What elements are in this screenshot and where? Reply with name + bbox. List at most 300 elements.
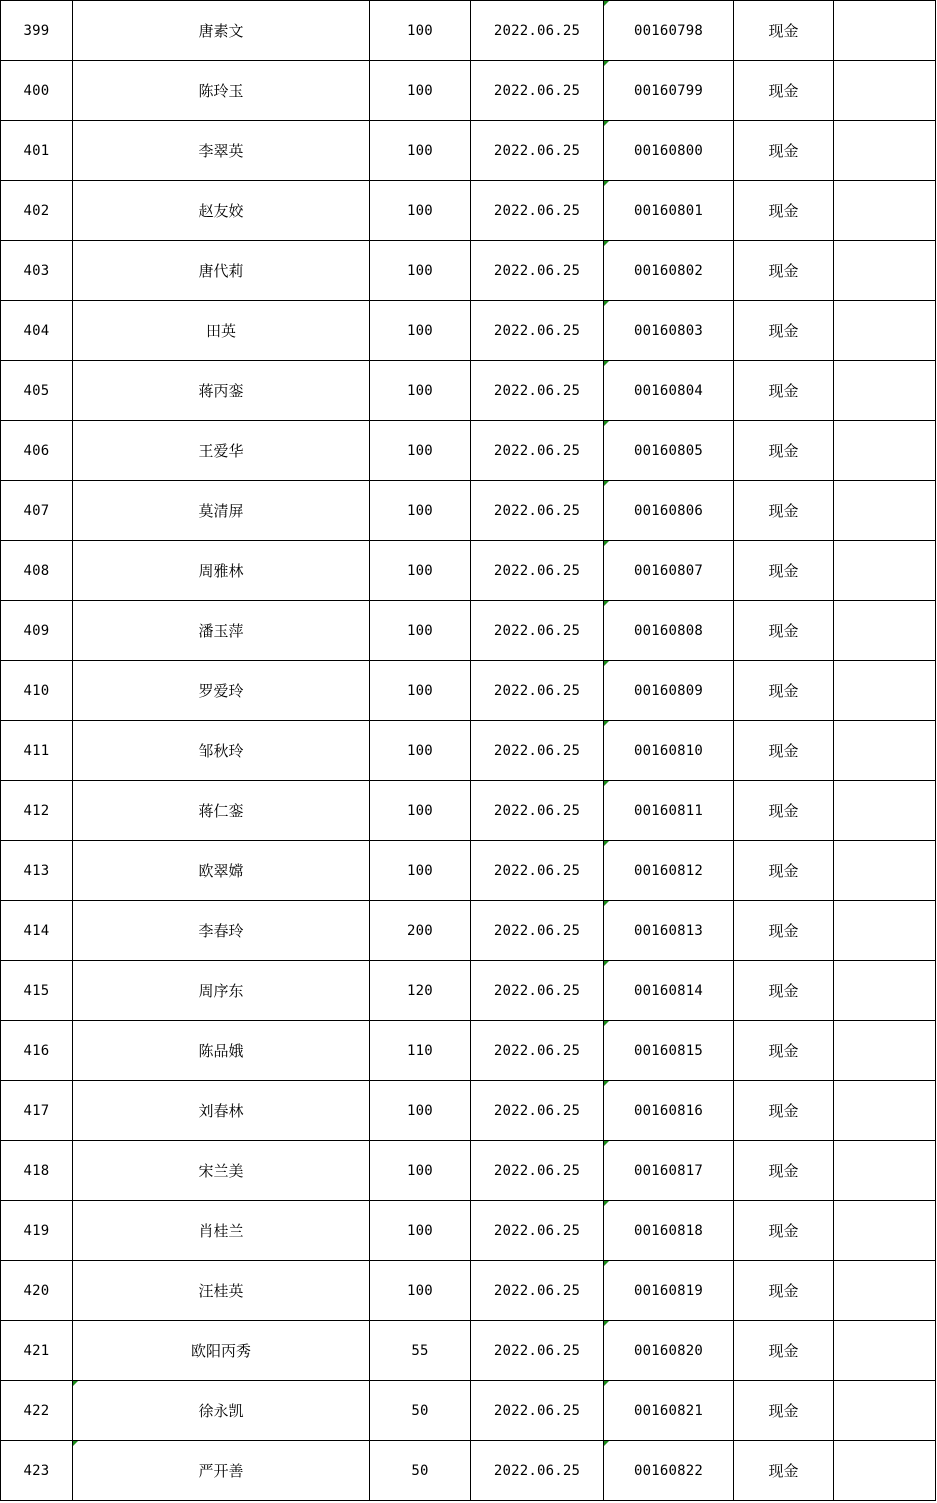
payment-method-cell: [734, 781, 834, 841]
number-as-text-marker-icon: [604, 121, 609, 126]
date-cell-text: 2022.06.25: [493, 982, 581, 999]
receipt-number-cell: [604, 721, 734, 781]
date-cell-text: 2022.06.25: [493, 322, 581, 339]
amount-cell: [370, 1021, 471, 1081]
amount-cell-text: 100: [407, 742, 433, 759]
receipt-number-cell: [604, 1, 734, 61]
receipt-number-cell-text: 00160811: [633, 802, 704, 819]
date-cell: [471, 721, 604, 781]
date-cell: [471, 601, 604, 661]
number-as-text-marker-icon: [604, 481, 609, 486]
name-cell-text: 刘春林: [198, 1102, 244, 1120]
amount-cell-text: 100: [407, 502, 433, 519]
receipt-number-cell-text: 00160804: [633, 382, 704, 399]
row-number-cell-text: 400: [23, 82, 50, 99]
row-number-cell-text: 415: [23, 982, 50, 999]
table-row: [1, 841, 936, 901]
note-cell: [834, 961, 936, 1021]
name-cell: [73, 1081, 370, 1141]
receipt-number-cell: [604, 421, 734, 481]
table-row: [1, 241, 936, 301]
number-as-text-marker-icon: [604, 961, 609, 966]
amount-cell-text: 200: [407, 922, 433, 939]
receipt-number-cell: [604, 121, 734, 181]
name-cell: [73, 1, 370, 61]
date-cell-text: 2022.06.25: [493, 442, 581, 459]
note-cell: [834, 1261, 936, 1321]
amount-cell-text: 100: [407, 622, 433, 639]
note-cell: [834, 1321, 936, 1381]
amount-cell-text: 100: [407, 1162, 433, 1179]
date-cell: [471, 301, 604, 361]
amount-cell-text: 100: [407, 322, 433, 339]
receipt-number-cell-text: 00160803: [633, 322, 704, 339]
amount-cell: [370, 1, 471, 61]
row-number-cell: [1, 961, 73, 1021]
row-number-cell: [1, 721, 73, 781]
name-cell-text: 欧阳丙秀: [190, 1342, 251, 1360]
date-cell: [471, 1, 604, 61]
date-cell: [471, 901, 604, 961]
amount-cell-text: 100: [407, 382, 433, 399]
receipt-number-cell-text: 00160822: [633, 1462, 704, 1479]
name-cell: [73, 1261, 370, 1321]
date-cell: [471, 61, 604, 121]
name-cell: [73, 301, 370, 361]
row-number-cell: [1, 1321, 73, 1381]
payment-method-cell: [734, 961, 834, 1021]
note-cell: [834, 1021, 936, 1081]
receipt-number-cell-text: 00160800: [633, 142, 704, 159]
payment-method-cell: [734, 661, 834, 721]
date-cell-text: 2022.06.25: [493, 1222, 581, 1239]
name-cell-text: 赵友姣: [198, 202, 244, 220]
amount-cell: [370, 361, 471, 421]
number-as-text-marker-icon: [604, 901, 609, 906]
payment-method-cell: [734, 301, 834, 361]
payment-method-cell-text: 现金: [768, 1402, 799, 1420]
name-cell-text: 严开善: [198, 1462, 244, 1480]
amount-cell: [370, 781, 471, 841]
number-as-text-marker-icon: [604, 841, 609, 846]
row-number-cell-text: 407: [23, 502, 50, 519]
date-cell: [471, 481, 604, 541]
table-row: [1, 421, 936, 481]
amount-cell: [370, 1381, 471, 1441]
amount-cell: [370, 961, 471, 1021]
receipt-number-cell-text: 00160808: [633, 622, 704, 639]
table-row: [1, 181, 936, 241]
note-cell: [834, 301, 936, 361]
payment-method-cell-text: 现金: [768, 1462, 799, 1480]
payment-method-cell-text: 现金: [768, 202, 799, 220]
date-cell-text: 2022.06.25: [493, 622, 581, 639]
name-cell: [73, 61, 370, 121]
note-cell: [834, 61, 936, 121]
name-cell-text: 邹秋玲: [198, 742, 244, 760]
number-as-text-marker-icon: [604, 1141, 609, 1146]
receipt-number-cell: [604, 781, 734, 841]
receipt-number-cell: [604, 1081, 734, 1141]
receipt-number-cell: [604, 901, 734, 961]
amount-cell: [370, 421, 471, 481]
date-cell-text: 2022.06.25: [493, 382, 581, 399]
row-number-cell-text: 423: [23, 1462, 50, 1479]
receipt-number-cell: [604, 541, 734, 601]
note-cell: [834, 121, 936, 181]
date-cell: [471, 1141, 604, 1201]
table-row: [1, 1, 936, 61]
name-cell-text: 周雅林: [198, 562, 244, 580]
date-cell-text: 2022.06.25: [493, 1282, 581, 1299]
receipt-number-cell: [604, 1321, 734, 1381]
payment-method-cell-text: 现金: [768, 1162, 799, 1180]
payment-method-cell: [734, 181, 834, 241]
number-as-text-marker-icon: [604, 781, 609, 786]
number-as-text-marker-icon: [604, 181, 609, 186]
receipt-number-cell-text: 00160816: [633, 1102, 704, 1119]
payment-method-cell: [734, 1381, 834, 1441]
name-cell: [73, 421, 370, 481]
number-as-text-marker-icon: [604, 1261, 609, 1266]
receipt-number-cell-text: 00160805: [633, 442, 704, 459]
receipt-number-cell: [604, 481, 734, 541]
payment-method-cell-text: 现金: [768, 1342, 799, 1360]
number-as-text-marker-icon: [604, 1321, 609, 1326]
note-cell: [834, 1081, 936, 1141]
receipt-number-cell: [604, 841, 734, 901]
payment-method-cell-text: 现金: [768, 502, 799, 520]
row-number-cell: [1, 1081, 73, 1141]
amount-cell: [370, 241, 471, 301]
table-row: [1, 541, 936, 601]
row-number-cell: [1, 241, 73, 301]
row-number-cell-text: 404: [23, 322, 50, 339]
name-cell: [73, 181, 370, 241]
number-as-text-marker-icon: [604, 661, 609, 666]
table-row: [1, 661, 936, 721]
table-row: [1, 61, 936, 121]
row-number-cell: [1, 1201, 73, 1261]
date-cell-text: 2022.06.25: [493, 1462, 581, 1479]
receipt-number-cell: [604, 361, 734, 421]
payment-method-cell: [734, 481, 834, 541]
number-as-text-marker-icon: [604, 1201, 609, 1206]
amount-cell-text: 100: [407, 442, 433, 459]
row-number-cell-text: 401: [23, 142, 50, 159]
name-cell: [73, 1321, 370, 1381]
date-cell: [471, 361, 604, 421]
number-as-text-marker-icon: [604, 361, 609, 366]
amount-cell-text: 100: [407, 82, 433, 99]
receipt-number-cell-text: 00160802: [633, 262, 704, 279]
date-cell-text: 2022.06.25: [493, 862, 581, 879]
name-cell: [73, 1381, 370, 1441]
payment-method-cell-text: 现金: [768, 1042, 799, 1060]
date-cell-text: 2022.06.25: [493, 22, 581, 39]
row-number-cell-text: 417: [23, 1102, 50, 1119]
date-cell-text: 2022.06.25: [493, 262, 581, 279]
receipt-number-cell-text: 00160801: [633, 202, 704, 219]
table-row: [1, 301, 936, 361]
amount-cell-text: 55: [411, 1342, 429, 1359]
date-cell-text: 2022.06.25: [493, 742, 581, 759]
name-cell-text: 蒋仁銮: [198, 802, 244, 820]
amount-cell-text: 100: [407, 562, 433, 579]
note-cell: [834, 781, 936, 841]
date-cell-text: 2022.06.25: [493, 1342, 581, 1359]
date-cell-text: 2022.06.25: [493, 1402, 581, 1419]
note-cell: [834, 361, 936, 421]
name-cell-text: 蒋丙銮: [198, 382, 244, 400]
amount-cell: [370, 1141, 471, 1201]
ledger-body: [1, 1, 936, 1501]
amount-cell-text: 120: [407, 982, 433, 999]
payment-method-cell-text: 现金: [768, 562, 799, 580]
row-number-cell: [1, 1, 73, 61]
table-row: [1, 1201, 936, 1261]
date-cell: [471, 841, 604, 901]
payment-method-cell: [734, 601, 834, 661]
table-row: [1, 781, 936, 841]
date-cell: [471, 781, 604, 841]
name-cell: [73, 721, 370, 781]
table-row: [1, 1141, 936, 1201]
receipt-number-cell-text: 00160815: [633, 1042, 704, 1059]
amount-cell: [370, 481, 471, 541]
row-number-cell: [1, 361, 73, 421]
row-number-cell-text: 408: [23, 562, 50, 579]
amount-cell: [370, 541, 471, 601]
number-as-text-marker-icon: [73, 1441, 78, 1446]
date-cell: [471, 1081, 604, 1141]
payment-method-cell-text: 现金: [768, 622, 799, 640]
note-cell: [834, 1141, 936, 1201]
payment-method-cell: [734, 541, 834, 601]
row-number-cell-text: 421: [23, 1342, 50, 1359]
table-row: [1, 1321, 936, 1381]
amount-cell-text: 50: [411, 1402, 429, 1419]
amount-cell-text: 100: [407, 262, 433, 279]
payment-method-cell-text: 现金: [768, 382, 799, 400]
date-cell: [471, 1321, 604, 1381]
row-number-cell-text: 409: [23, 622, 50, 639]
receipt-number-cell: [604, 301, 734, 361]
payment-method-cell-text: 现金: [768, 682, 799, 700]
row-number-cell: [1, 1261, 73, 1321]
name-cell-text: 田英: [205, 322, 236, 340]
name-cell-text: 李翠英: [198, 142, 244, 160]
name-cell: [73, 241, 370, 301]
receipt-number-cell: [604, 1021, 734, 1081]
row-number-cell: [1, 541, 73, 601]
receipt-number-cell: [604, 1261, 734, 1321]
name-cell-text: 周序东: [198, 982, 244, 1000]
name-cell: [73, 541, 370, 601]
number-as-text-marker-icon: [604, 421, 609, 426]
note-cell: [834, 901, 936, 961]
number-as-text-marker-icon: [604, 1021, 609, 1026]
name-cell: [73, 1141, 370, 1201]
date-cell: [471, 421, 604, 481]
amount-cell-text: 50: [411, 1462, 429, 1479]
payment-method-cell-text: 现金: [768, 982, 799, 1000]
payment-method-cell-text: 现金: [768, 1222, 799, 1240]
name-cell-text: 唐素文: [198, 22, 244, 40]
name-cell: [73, 781, 370, 841]
payment-method-cell: [734, 721, 834, 781]
name-cell-text: 莫清屏: [198, 502, 244, 520]
receipt-number-cell: [604, 1141, 734, 1201]
receipt-number-cell-text: 00160814: [633, 982, 704, 999]
payment-method-cell: [734, 241, 834, 301]
date-cell: [471, 1441, 604, 1501]
payment-method-cell-text: 现金: [768, 862, 799, 880]
name-cell-text: 唐代莉: [198, 262, 244, 280]
receipt-number-cell: [604, 1201, 734, 1261]
name-cell: [73, 901, 370, 961]
row-number-cell: [1, 481, 73, 541]
note-cell: [834, 421, 936, 481]
row-number-cell: [1, 781, 73, 841]
receipt-number-cell-text: 00160807: [633, 562, 704, 579]
amount-cell: [370, 1201, 471, 1261]
amount-cell-text: 100: [407, 1102, 433, 1119]
payment-method-cell: [734, 1261, 834, 1321]
row-number-cell-text: 403: [23, 262, 50, 279]
amount-cell: [370, 1441, 471, 1501]
row-number-cell-text: 402: [23, 202, 50, 219]
date-cell: [471, 241, 604, 301]
date-cell-text: 2022.06.25: [493, 82, 581, 99]
number-as-text-marker-icon: [604, 241, 609, 246]
name-cell: [73, 361, 370, 421]
amount-cell-text: 100: [407, 682, 433, 699]
row-number-cell-text: 413: [23, 862, 50, 879]
payment-method-cell-text: 现金: [768, 82, 799, 100]
row-number-cell: [1, 1141, 73, 1201]
payment-method-cell: [734, 1081, 834, 1141]
name-cell-text: 潘玉萍: [198, 622, 244, 640]
name-cell: [73, 481, 370, 541]
note-cell: [834, 1441, 936, 1501]
payment-method-cell-text: 现金: [768, 442, 799, 460]
row-number-cell-text: 418: [23, 1162, 50, 1179]
row-number-cell: [1, 301, 73, 361]
payment-method-cell-text: 现金: [768, 1282, 799, 1300]
payment-method-cell-text: 现金: [768, 142, 799, 160]
receipt-number-cell-text: 00160810: [633, 742, 704, 759]
name-cell: [73, 1201, 370, 1261]
receipt-number-cell: [604, 181, 734, 241]
name-cell-text: 肖桂兰: [198, 1222, 244, 1240]
receipt-number-cell: [604, 601, 734, 661]
note-cell: [834, 1201, 936, 1261]
name-cell-text: 欧翠嫦: [198, 862, 244, 880]
payment-method-cell-text: 现金: [768, 922, 799, 940]
amount-cell: [370, 601, 471, 661]
receipt-number-cell-text: 00160820: [633, 1342, 704, 1359]
date-cell: [471, 1201, 604, 1261]
number-as-text-marker-icon: [604, 1381, 609, 1386]
row-number-cell-text: 411: [23, 742, 50, 759]
date-cell-text: 2022.06.25: [493, 922, 581, 939]
table-row: [1, 1261, 936, 1321]
row-number-cell-text: 422: [23, 1402, 50, 1419]
receipt-number-cell-text: 00160821: [633, 1402, 704, 1419]
receipt-number-cell-text: 00160818: [633, 1222, 704, 1239]
name-cell: [73, 661, 370, 721]
date-cell-text: 2022.06.25: [493, 682, 581, 699]
number-as-text-marker-icon: [73, 1381, 78, 1386]
row-number-cell: [1, 61, 73, 121]
date-cell-text: 2022.06.25: [493, 1042, 581, 1059]
name-cell-text: 宋兰美: [198, 1162, 244, 1180]
date-cell: [471, 661, 604, 721]
payment-method-cell-text: 现金: [768, 1102, 799, 1120]
amount-cell: [370, 121, 471, 181]
number-as-text-marker-icon: [604, 721, 609, 726]
note-cell: [834, 181, 936, 241]
row-number-cell: [1, 661, 73, 721]
note-cell: [834, 721, 936, 781]
date-cell-text: 2022.06.25: [493, 1102, 581, 1119]
payment-method-cell: [734, 1321, 834, 1381]
date-cell: [471, 961, 604, 1021]
receipt-number-cell-text: 00160809: [633, 682, 704, 699]
amount-cell-text: 100: [407, 202, 433, 219]
amount-cell-text: 100: [407, 1222, 433, 1239]
date-cell: [471, 1261, 604, 1321]
date-cell-text: 2022.06.25: [493, 562, 581, 579]
name-cell: [73, 1021, 370, 1081]
row-number-cell-text: 419: [23, 1222, 50, 1239]
payment-method-cell-text: 现金: [768, 322, 799, 340]
payment-method-cell: [734, 1141, 834, 1201]
amount-cell: [370, 301, 471, 361]
amount-cell: [370, 1261, 471, 1321]
date-cell: [471, 121, 604, 181]
row-number-cell: [1, 181, 73, 241]
date-cell: [471, 541, 604, 601]
receipt-number-cell: [604, 61, 734, 121]
amount-cell: [370, 181, 471, 241]
name-cell-text: 陈品娥: [198, 1042, 244, 1060]
name-cell-text: 汪桂英: [198, 1282, 244, 1300]
payment-method-cell: [734, 1, 834, 61]
table-row: [1, 961, 936, 1021]
row-number-cell: [1, 1441, 73, 1501]
date-cell: [471, 1021, 604, 1081]
payment-method-cell-text: 现金: [768, 22, 799, 40]
number-as-text-marker-icon: [604, 61, 609, 66]
row-number-cell: [1, 421, 73, 481]
receipt-number-cell: [604, 241, 734, 301]
row-number-cell-text: 405: [23, 382, 50, 399]
row-number-cell-text: 412: [23, 802, 50, 819]
date-cell-text: 2022.06.25: [493, 202, 581, 219]
payment-method-cell: [734, 421, 834, 481]
name-cell-text: 徐永凯: [198, 1402, 244, 1420]
table-row: [1, 1441, 936, 1501]
note-cell: [834, 1, 936, 61]
receipt-number-cell-text: 00160812: [633, 862, 704, 879]
row-number-cell-text: 399: [23, 22, 50, 39]
receipt-number-cell: [604, 961, 734, 1021]
amount-cell-text: 100: [407, 802, 433, 819]
table-row: [1, 1081, 936, 1141]
number-as-text-marker-icon: [604, 541, 609, 546]
